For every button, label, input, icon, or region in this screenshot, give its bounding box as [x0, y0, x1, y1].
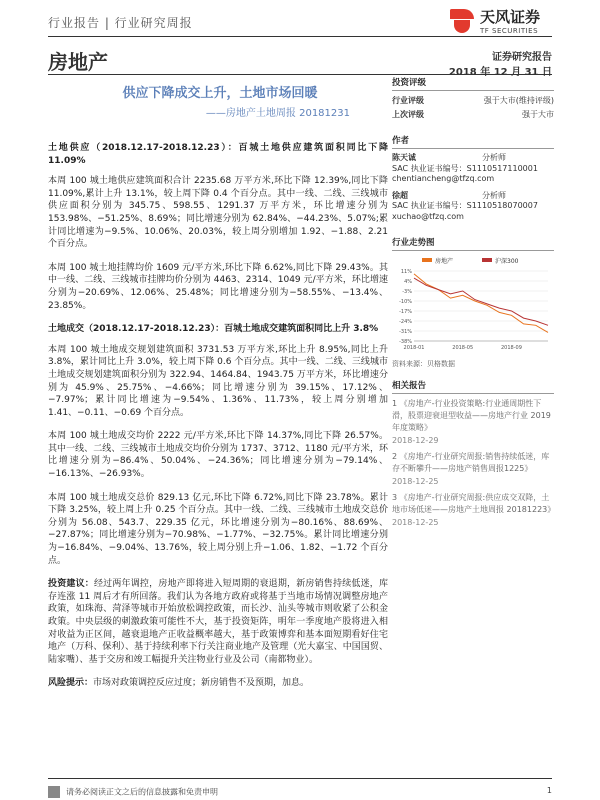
analyst-role: 分析师 — [482, 153, 506, 162]
analyst-cert: SAC 执业证书编号：S1110518070007 — [392, 201, 538, 210]
footer-divider — [48, 778, 552, 779]
rating-heading: 投资评级 — [392, 76, 554, 91]
report-category: 行业报告 | 行业研究周报 — [48, 16, 193, 30]
legend-label: 沪深300 — [495, 258, 519, 265]
paragraph: 本周 100 城土地供应建筑面积合计 2235.68 万平方米,环比下降 12.39%,同比下降 11.09%,累计上升 13.1%，较上周下降 0.4 个百分点。其中一线、二线、三线城市供应面积分别为 345.75、598.55、1291.37 万平方米，环比增速分别为 153.98%、−51.25%、8.69%；同比增速分别为 62.84%、−44.23%、5.07%;累计同比增速为−9.5%、10.06%、20.03%，较上周分别增加 1.92、−1.88、2.21 个百分点。 — [48, 176, 388, 250]
legend-label: 房地产 — [435, 258, 454, 265]
trend-chart-svg — [392, 255, 552, 355]
report-date: 2018 年 12 月 31 日 — [448, 67, 552, 78]
analyst-role: 分析师 — [482, 190, 506, 200]
logo-cn: 天风证券 — [479, 8, 540, 26]
paragraph: 本周 100 城土地挂牌均价 1609 元/平方米,环比下降 6.62%,同比下降 29.43%。其中一线、二线、三线城市挂牌均价分别为 4463、2314、1049 元/平方米，环比增速分别为−20.69%、12.06%、25.48%；同比增速分别为−58.55%、−13.4%、23.85%。 — [48, 262, 388, 311]
paragraph: 本周 100 城土地成交均价 2222 元/平方米,环比下降 14.37%,同比下降 26.57%。其中一线、二线、三线城市土地成交均价分别为 1737、3712、1180 元/平方米，环比增速分别为−86.4%、50.04%、−24.36%；同比增速分别为−79.14%、−16.13%、−26.93%。 — [48, 431, 388, 480]
headline: 供应下降成交上升，土地市场回暖 — [122, 86, 318, 101]
series-line — [414, 274, 548, 333]
header-divider — [48, 36, 552, 37]
x-tick-label: 2018-01 — [403, 345, 425, 351]
y-tick-label: -24% — [399, 319, 412, 325]
advice-paragraph — [48, 578, 388, 666]
risk-text: 市场对政策调控反应过度；新房销售不及预期，加息。 — [93, 678, 310, 689]
x-tick-label: 2018-09 — [501, 345, 522, 351]
advice-text: 经过两年调控，房地产即将进入短周期的衰退期，新房销售持续低迷，库存连涨 11 周后才有所回落。我们认为各地方政府或将基于当地市场情况调整房地产政策，如珠海、菏泽等城市开始放松调控政策，而长沙、汕头等城市则收紧了公积金政策。中央层级的刺激政策可能性不大，基于投资矩阵，明年一季度地产股将进入相对收益为正区间，越衰退地产正收益概率越大，基于政策博弈和基本面短期看好住宅地产（万科、保利）、基于持续利率下行关注商业地产及管理（光大嘉宝、中国国贸、陆家嘴）、基于交房和竣工幅提升关注物业行业及公司（南都物业）。 — [48, 579, 388, 665]
x-tick-label: 2018-05 — [452, 345, 474, 351]
legend-swatch — [422, 258, 432, 262]
related-report[interactable]: 3 《房地产-行业研究周报:供应成交双降，土地市场低迷——房地产土地周报 20181223》 — [392, 493, 556, 514]
analyst-cert: SAC 执业证书编号：S1110517110001 — [392, 163, 538, 173]
related-date: 2018-12-29 — [392, 436, 439, 445]
y-tick-label: -10% — [399, 299, 412, 305]
analyst-name: 徐超 — [392, 190, 408, 200]
main-content — [48, 142, 388, 701]
sidebar — [392, 76, 554, 533]
report-type: 证券研究报告 — [492, 52, 552, 63]
industry-rating-label: 行业评级 — [392, 96, 424, 105]
chart-source: 资料来源：贝格数据 — [392, 360, 455, 368]
series-line — [414, 278, 548, 325]
industry-rating-value: 强于大市(维持评级) — [483, 96, 554, 105]
trend-chart — [392, 255, 554, 357]
risk-paragraph — [48, 677, 388, 690]
y-tick-label: -31% — [399, 329, 412, 335]
y-tick-label: -17% — [399, 309, 412, 315]
legend-swatch — [482, 258, 492, 262]
section-heading: 土地成交（2018.12.17-2018.12.23）：百城土地成交建筑面积同比上升 3.8% — [48, 324, 379, 335]
y-tick-label: -38% — [399, 339, 412, 345]
related-date: 2018-12-25 — [392, 477, 439, 486]
company-logo — [450, 6, 540, 35]
y-tick-label: 4% — [404, 279, 412, 285]
analyst-email[interactable]: xuchao@tfzq.com — [392, 211, 464, 221]
qr-icon — [48, 786, 60, 798]
related-report[interactable]: 1 《房地产-行业投资策略:行业通周期性下滑，股票迎衰退型收益——房地产行业 2019 年度策略》 — [392, 399, 551, 432]
paragraph: 本周 100 城土地成交规划建筑面积 3731.53 万平方米,环比上升 8.95%,同比上升 3.8%，累计同比上升 3.0%，较上周下降 0.6 个百分点。其中一线、二线、三线城市土地成交规划建筑面积分别为 322.94、1464.84、1943.75 万平方米，环比增速分别为 45.9%、25.75%、−4.66%；同比增速分别为 39.15%、17.12%、−7.97%；累计同比增速为−9.54%、1.36%、11.73%，较上周分别增加 1.41、−0.11、−0.69 个百分点。 — [48, 344, 388, 418]
logo-en: TF SECURITIES — [479, 27, 539, 35]
logo-icon — [450, 9, 474, 33]
prev-rating-label: 上次评级 — [392, 110, 424, 119]
industry-rating-row — [392, 95, 554, 106]
prev-rating-value: 强于大市 — [522, 110, 554, 119]
risk-label: 风险提示： — [48, 678, 94, 689]
page-number: 1 — [546, 786, 552, 795]
page-title: 房地产 — [48, 50, 108, 74]
related-heading: 相关报告 — [392, 379, 554, 394]
paragraph: 本周 100 城土地成交总价 829.13 亿元,环比下降 6.72%,同比下降 23.78%。累计下降 3.25%，较上周上升 0.25 个百分点。其中一线、二线、三线城市土地成交总价分别为 56.08、543.7、229.35 亿元，环比增速分别为−80.16%、88.69%、−27.87%；同比增速分别为−70.98%、−1.77%、−32.75%。累计同比增速分别为−16.84%、−9.04%、13.76%，较上周分别上升−1.06、1.82、−1.72 个百分点。 — [48, 492, 388, 566]
analyst-email[interactable]: chentiancheng@tfzq.com — [392, 174, 495, 183]
y-tick-label: -3% — [402, 289, 412, 295]
analyst-name: 陈天诚 — [392, 153, 416, 162]
related-date: 2018-12-25 — [392, 518, 439, 527]
footer — [48, 786, 552, 798]
advice-label: 投资建议： — [48, 579, 94, 590]
section-heading: 土地供应（2018.12.17-2018.12.23）：百城土地供应建筑面积同比下降 11.09% — [48, 143, 388, 166]
related-report[interactable]: 2 《房地产-行业研究周报:销售持续低迷，库存不断攀升——房地产销售周报1225》 — [392, 452, 550, 473]
y-tick-label: 11% — [400, 269, 412, 275]
footer-disclaimer: 请务必阅读正文之后的信息披露和免责申明 — [66, 787, 218, 797]
authors-heading: 作者 — [392, 134, 554, 149]
trend-heading: 行业走势图 — [392, 236, 554, 251]
prev-rating-row — [392, 109, 554, 120]
analyst-2 — [392, 191, 554, 223]
title-divider — [48, 74, 552, 75]
subline: ——房地产土地周报 20181231 — [205, 108, 350, 119]
analyst-1 — [392, 153, 554, 185]
